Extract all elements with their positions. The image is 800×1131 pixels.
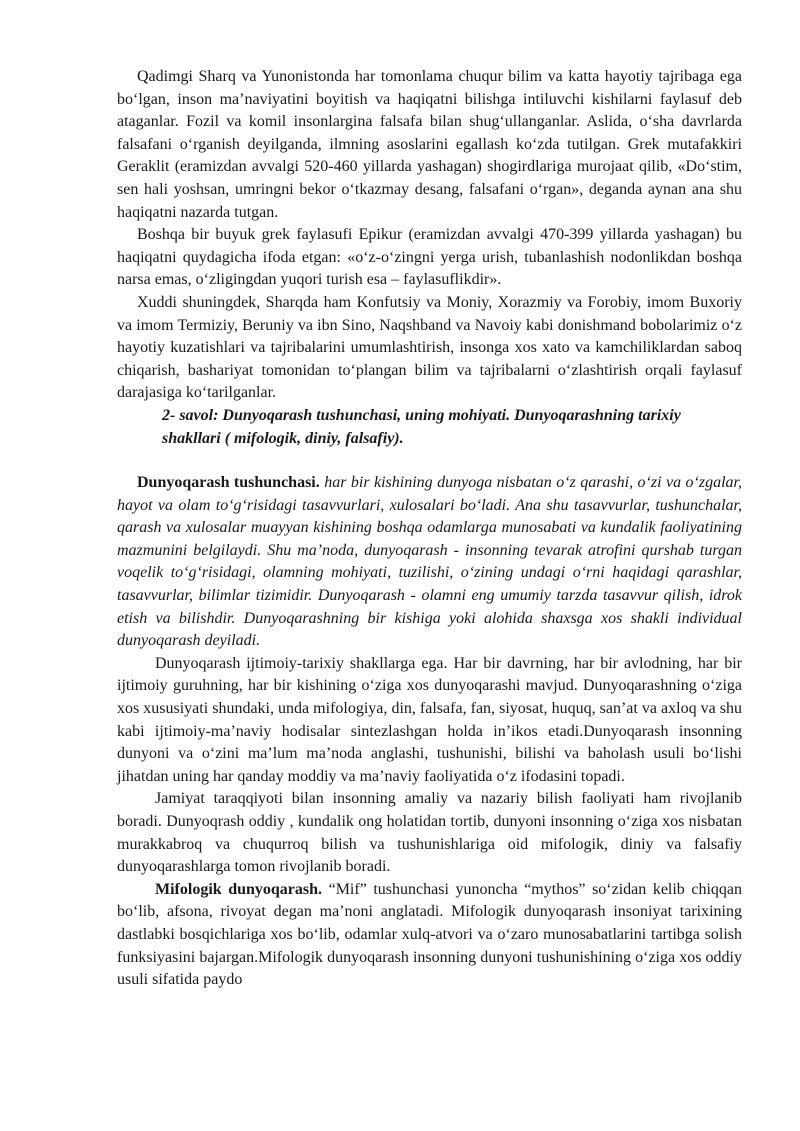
mythological-term: Mifologik dunyoqarash. — [155, 880, 323, 898]
paragraph-society-development: Jamiyat taraqqiyoti bilan insonning amaliy va nazariy bilish faoliyati ham rivojlanib boradi. Dunyoqrash oddiy , kundalik ong holatidan tortib, dunyoni insonning o‘ziga xos nisbatan murakkabroq va chuqurroq bilish va tushunishlariga oid mifologik, diniy va falsafiy dunyoqarashlarga tomon rivojlanib boradi. — [117, 790, 742, 876]
paragraph-eastern-thinkers: Xuddi shuningdek, Sharqda ham Konfutsiy va Moniy, Xorazmiy va Forobiy, imom Buxoriy va imom Termiziy, Beruniy va ibn Sino, Naqshband va Navoiy kabi donishmand bobolarimiz o‘z hayotiy kuzatishlari va tajribalarini umumlashtirish, insonga xos xato va kamchiliklardan saboq chiqarish, bashariyat tomonidan to‘plangan bilim va tajribalarni o‘zlashtirish orqali faylasuf darajasiga ko‘tarilganlar. — [117, 293, 742, 402]
paragraph-mythological-worldview — [117, 879, 742, 992]
paragraph-worldview-definition — [117, 472, 742, 653]
section-question-heading: 2- savol: Dunyoqarash tushunchasi, uning mohiyati. Dunyoqarashning tarixiy shakllari ( mifologik, diniy, falsafiy). — [162, 406, 681, 447]
document-page — [117, 66, 742, 992]
paragraph-epicurus: Boshqa bir buyuk grek faylasufi Epikur (eramizdan avvalgi 470-399 yillarda yashagan) bu haqiqatni quydagicha ifoda etgan: «o‘z-o‘zingni yerga urish, tubanlashish nodonlikdan boshqa narsa emas, o‘zligingdan yuqori turish esa – faylasuflikdir». — [117, 226, 742, 289]
worldview-term: Dunyoqarash tushunchasi. — [137, 474, 320, 492]
blank-line — [117, 450, 742, 472]
paragraph-social-historical-forms: Dunyoqarash ijtimoiy-tarixiy shakllarga ega. Har bir davrning, har bir avlodning, har bir ijtimoiy guruhning, har bir kishining o‘ziga xos dunyoqarashi mavjud. Dunyoqarashning o‘ziga xos xususiyati shundaki, unda mifologiya, din, falsafa, fan, siyosat, huquq, san’at va axloq va shu kabi ijtimoiy-ma’naviy hodisalar sintezlashgan holda in’ikos etadi.Dunyoqarash insonning dunyoni va o‘zini ma’lum ma’noda anglashi, tushunishi, bilishi va baholash usuli bo‘lishi jihatdan uning har qanday moddiy va ma’naviy faoliyatida o‘z ifodasini topadi. — [117, 654, 742, 785]
worldview-definition-text: har bir kishining dunyoga nisbatan o‘z qarashi, o‘zi va o‘zgalar, hayot va olam to‘g‘risidagi tasavvurlari, xulosalari bo‘ladi. Ana shu tasavvurlar, tushunchalar, qarash va xulosalar muayyan kishining boshqa odamlarga munosabati va kundalik faoliyatining mazmunini belgilaydi. Shu ma’noda, dunyoqarash - insonning tevarak atrofini qurshab turgan voqelik to‘g‘risidagi, olamning mohiyati, tuzilishi, o‘zining undagi o‘rni haqidagi qarashlar, tasavvurlar, bilimlar tizimidir. Dunyoqarash - olamni eng umumiy tarzda tasavvur qilish, idrok etish va bilishdir. Dunyoqarashning bir kishiga yoki alohida shaxsga xos shakli individual dunyoqarash deyiladi. — [117, 474, 742, 650]
paragraph-ancient-philosophers: Qadimgi Sharq va Yunonistonda har tomonlama chuqur bilim va katta hayotiy tajribaga ega bo‘lgan, inson ma’naviyatini boyitish va haqiqatni bilishga intiluvchi kishilarni faylasuf deb ataganlar. Fozil va komil insonlargina falsafa bilan shug‘ullanganlar. Aslida, o‘sha davrlarda falsafani o‘rganish deyilganda, ilmning asoslarini egallash ko‘zda tutilgan. Grek mutafakkiri Geraklit (eramizdan avvalgi 520-460 yillarda yashagan) shogirdlariga murojaat qilib, «Do‘stim, sen hali yoshsan, umringni bekor o‘tkazmay desang, falsafani o‘rgan», deganda aynan ana shu haqiqatni nazarda tutgan. — [117, 68, 742, 221]
mythological-text: “Mif” tushunchasi yunoncha “mythos” so‘zidan kelib chiqqan bo‘lib, afsona, rivoyat degan ma’noni anglatadi. Mifologik dunyoqarash insoniyat tarixining dastlabki bosqichlariga xos bo‘lib, odamlar xulq-atvori va o‘zaro munosabatlarini tartibga solish funksiyasini bajargan.Mifologik dunyoqarash insonning dunyoni tushunishining o‘ziga xos oddiy usuli sifatida paydo — [117, 880, 743, 989]
